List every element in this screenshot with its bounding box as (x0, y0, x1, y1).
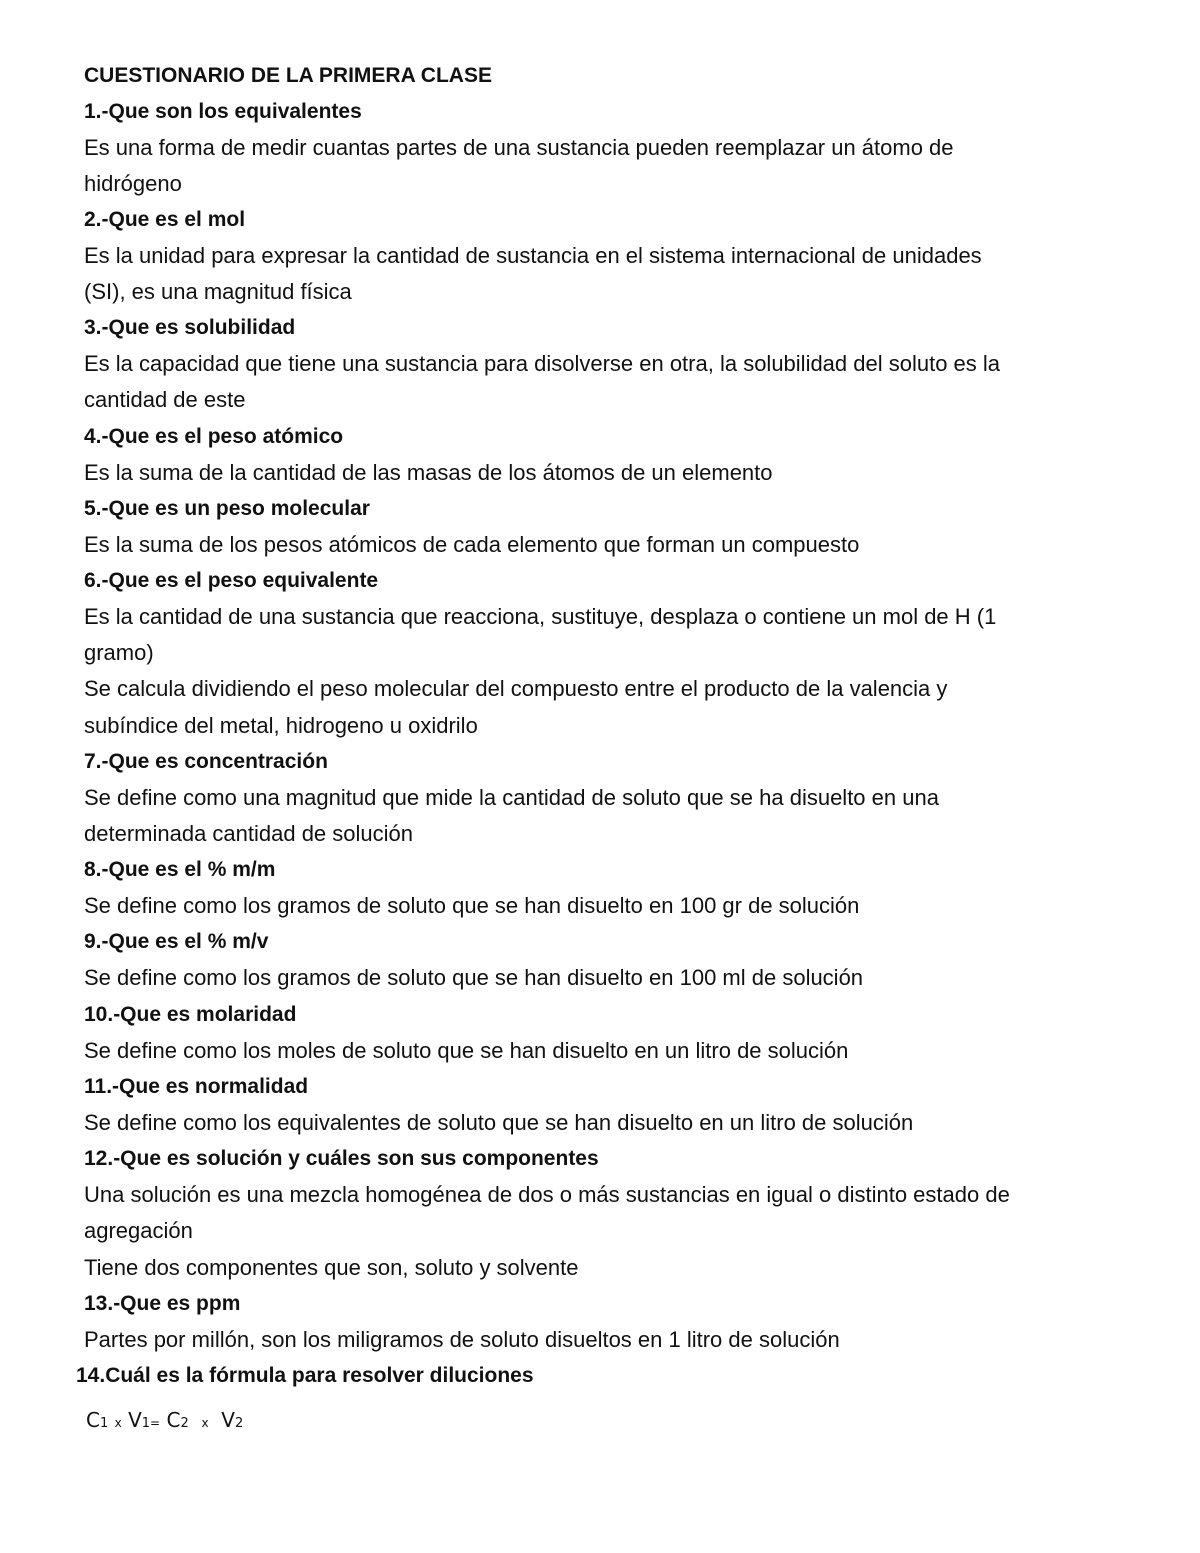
formula-v2-subscript: 2 (234, 1416, 244, 1431)
dilution-formula (86, 1402, 243, 1442)
formula-c1-subscript: 1 (99, 1416, 109, 1431)
answer-6-line-3: Se calcula dividiendo el peso molecular del compuesto entre el producto de la valencia y (84, 676, 948, 701)
question-6: 6.-Que es el peso equivalente (84, 569, 379, 592)
formula-v1: V (128, 1408, 142, 1432)
answer-7-line-2: determinada cantidad de solución (84, 821, 414, 846)
question-5: 5.-Que es un peso molecular (84, 497, 370, 520)
formula-equals: = (150, 1416, 161, 1430)
formula-c1: C (86, 1408, 100, 1432)
answer-3-line-1: Es la capacidad que tiene una sustancia para disolverse en otra, la solubilidad del soluto es la (84, 351, 1001, 376)
answer-7-line-1: Se define como una magnitud que mide la cantidad de soluto que se ha disuelto en una (84, 785, 939, 810)
answer-12-line-1: Una solución es una mezcla homogénea de dos o más sustancias en igual o distinto estado de (84, 1182, 1010, 1207)
answer-6-line-1: Es la cantidad de una sustancia que reacciona, sustituye, desplaza o contiene un mol de H (1 (84, 604, 997, 629)
question-4: 4.-Que es el peso atómico (84, 425, 344, 448)
question-8: 8.-Que es el % m/m (84, 858, 276, 881)
answer-12-line-3: Tiene dos componentes que son, soluto y solvente (84, 1255, 579, 1280)
formula-v2: V (221, 1408, 235, 1432)
answer-1-line-2: hidrógeno (84, 171, 182, 196)
question-9: 9.-Que es el % m/v (84, 930, 269, 953)
answer-6-line-4: subíndice del metal, hidrogeno u oxidrilo (84, 713, 478, 738)
formula-v1-subscript: 1 (141, 1416, 151, 1431)
answer-6-line-2: gramo) (84, 640, 154, 665)
question-12: 12.-Que es solución y cuáles son sus componentes (84, 1147, 599, 1170)
question-2: 2.-Que es el mol (84, 208, 246, 231)
question-11: 11.-Que es normalidad (84, 1075, 309, 1098)
formula-times-1: x (114, 1416, 122, 1430)
formula-times-2: x (201, 1416, 209, 1430)
answer-9-line-1: Se define como los gramos de soluto que se han disuelto en 100 ml de solución (84, 965, 864, 990)
document-title: CUESTIONARIO DE LA PRIMERA CLASE (84, 64, 492, 87)
question-10: 10.-Que es molaridad (84, 1003, 297, 1026)
formula-c2-subscript: 2 (180, 1416, 189, 1431)
answer-11-line-1: Se define como los equivalentes de soluto que se han disuelto en un litro de solución (84, 1110, 914, 1135)
answer-4-line-1: Es la suma de la cantidad de las masas de los átomos de un elemento (84, 460, 773, 485)
answer-3-line-2: cantidad de este (84, 387, 246, 412)
answer-1-line-1: Es una forma de medir cuantas partes de una sustancia pueden reemplazar un átomo de (84, 135, 954, 160)
formula-c2: C (166, 1408, 181, 1432)
answer-12-line-2: agregación (84, 1218, 193, 1243)
question-7: 7.-Que es concentración (84, 750, 328, 773)
question-3: 3.-Que es solubilidad (84, 316, 296, 339)
answer-2-line-1: Es la unidad para expresar la cantidad de sustancia en el sistema internacional de unidades (84, 243, 982, 268)
answer-13-line-1: Partes por millón, son los miligramos de soluto disueltos en 1 litro de solución (84, 1327, 840, 1352)
answer-10-line-1: Se define como los moles de soluto que se han disuelto en un litro de solución (84, 1038, 849, 1063)
answer-8-line-1: Se define como los gramos de soluto que se han disuelto en 100 gr de solución (84, 893, 860, 918)
answer-5-line-1: Es la suma de los pesos atómicos de cada elemento que forman un compuesto (84, 532, 860, 557)
question-1: 1.-Que son los equivalentes (84, 100, 362, 123)
answer-2-line-2: (SI), es una magnitud física (84, 279, 352, 304)
question-13: 13.-Que es ppm (84, 1292, 241, 1315)
question-14: 14.Cuál es la fórmula para resolver diluciones (76, 1364, 534, 1387)
